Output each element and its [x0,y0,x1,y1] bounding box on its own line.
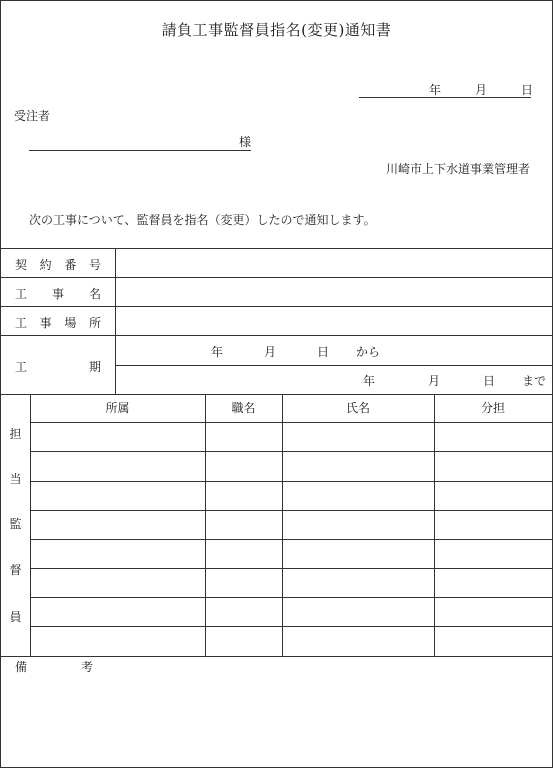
construction-name-label: 工 事 名 [15,287,101,301]
contractor-label: 受注者 [14,109,51,123]
construction-name-field[interactable] [116,278,552,306]
date-month-label: 月 [475,83,488,97]
construction-site-field[interactable] [116,307,552,335]
date-day-label: 日 [521,83,534,97]
period-start-field[interactable] [116,336,552,365]
date-year-label: 年 [429,83,442,97]
supervisor-row[interactable] [31,598,552,626]
period-from-year: 年 [211,345,224,359]
issue-date-field[interactable] [359,81,534,98]
supervisor-side-label-char: 督 [9,563,22,577]
supervisor-side-label-char: 担 [9,427,22,441]
period-to-day: 日 [483,374,496,388]
issuer-name: 川崎市上下水道事業管理者 [385,162,530,176]
supervisor-row[interactable] [31,482,552,510]
honorific-label: 様 [238,135,251,149]
supervisor-table-bottom-border [1,656,552,657]
column-header-title: 職名 [231,401,256,415]
period-to-year: 年 [363,374,376,388]
page-title: 請負工事監督員指名(変更)通知書 [161,21,392,39]
construction-site-label: 工 事 場 所 [15,316,101,330]
period-from-day: 日 [317,345,330,359]
supervisor-side-label-char: 監 [9,517,22,531]
notice-text: 次の工事について、監督員を指名（変更）したので通知します。 [29,213,376,227]
supervisor-row[interactable] [31,540,552,568]
remarks-label: 備 考 [15,660,93,674]
period-from-suffix: から [356,345,381,359]
supervisor-row[interactable] [31,423,552,451]
column-header-assignment: 分担 [480,401,505,415]
supervisor-row[interactable] [31,452,552,481]
contractor-name-field[interactable] [29,133,251,151]
supervisor-side-label-char: 当 [9,472,22,486]
period-to-suffix: まで [522,374,547,388]
period-to-month: 月 [428,374,441,388]
contract-number-field[interactable] [116,249,552,277]
supervisor-side-label-char: 員 [9,610,22,624]
remarks-field[interactable] [1,677,552,767]
supervisor-row[interactable] [31,511,552,539]
period-from-month: 月 [264,345,277,359]
supervisor-row[interactable] [31,569,552,597]
column-header-affiliation: 所属 [105,401,130,415]
contract-number-label: 契 約 番 号 [15,258,101,272]
supervisor-row[interactable] [31,627,552,656]
period-label: 工 期 [15,360,101,374]
column-header-name: 氏名 [345,401,370,415]
